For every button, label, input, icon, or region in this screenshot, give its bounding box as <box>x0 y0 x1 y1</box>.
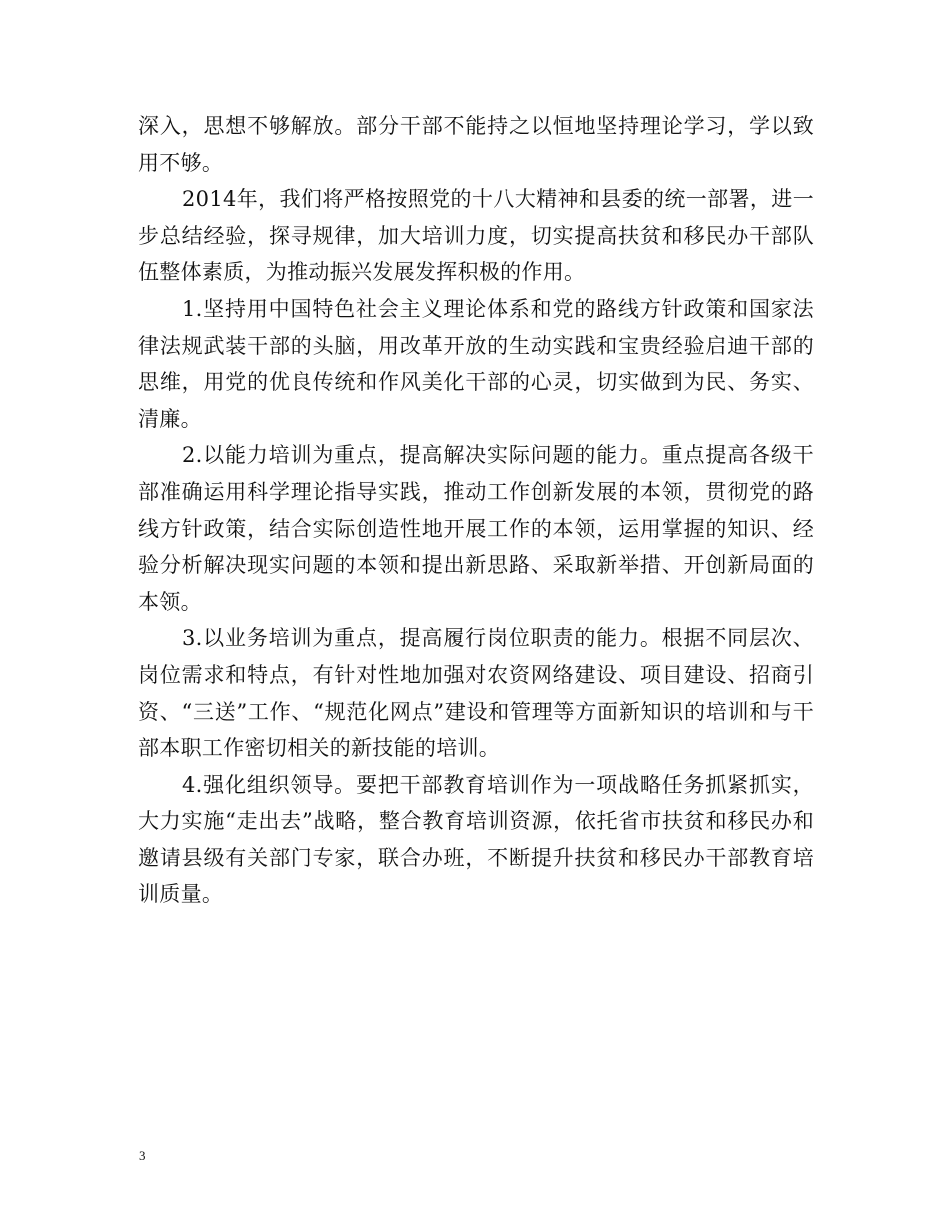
paragraph-point-3: 3.以业务培训为重点，提高履行岗位职责的能力。根据不同层次、岗位需求和特点，有针对性地加强对农资网络建设、项目建设、招商引资、“三送”工作、“规范化网点”建设和管理等方面新知识的培训和与干部本职工作密切相关的新技能的培训。 <box>138 626 814 761</box>
paragraph-intro-2014: 2014年，我们将严格按照党的十八大精神和县委的统一部署，进一步总结经验，探寻规律，加大培训力度，切实提高扶贫和移民办干部队伍整体素质，为推动振兴发展发挥积极的作用。 <box>138 187 814 285</box>
paragraph-continuation: 深入，思想不够解放。部分干部不能持之以恒地坚持理论学习，学以致用不够。 <box>138 114 814 175</box>
paragraph-point-2: 2.以能力培训为重点，提高解决实际问题的能力。重点提高各级干部准确运用科学理论指导实践，推动工作创新发展的本领，贯彻党的路线方针政策，结合实际创造性地开展工作的本领，运用掌握的知识、经验分析解决现实问题的本领和提出新思路、采取新举措、开创新局面的本领。 <box>138 443 814 614</box>
page-number: 3 <box>139 1148 146 1163</box>
paragraph-point-1: 1.坚持用中国特色社会主义理论体系和党的路线方针政策和国家法律法规武装干部的头脑，用改革开放的生动实践和宝贵经验启迪干部的思维，用党的优良传统和作风美化干部的心灵，切实做到为民、务实、清廉。 <box>138 296 814 431</box>
paragraph-point-4: 4.强化组织领导。要把干部教育培训作为一项战略任务抓紧抓实，大力实施“走出去”战略，整合教育培训资源，依托省市扶贫和移民办和邀请县级有关部门专家，联合办班，不断提升扶贫和移民办干部教育培训质量。 <box>138 772 814 907</box>
document-body <box>138 108 814 913</box>
